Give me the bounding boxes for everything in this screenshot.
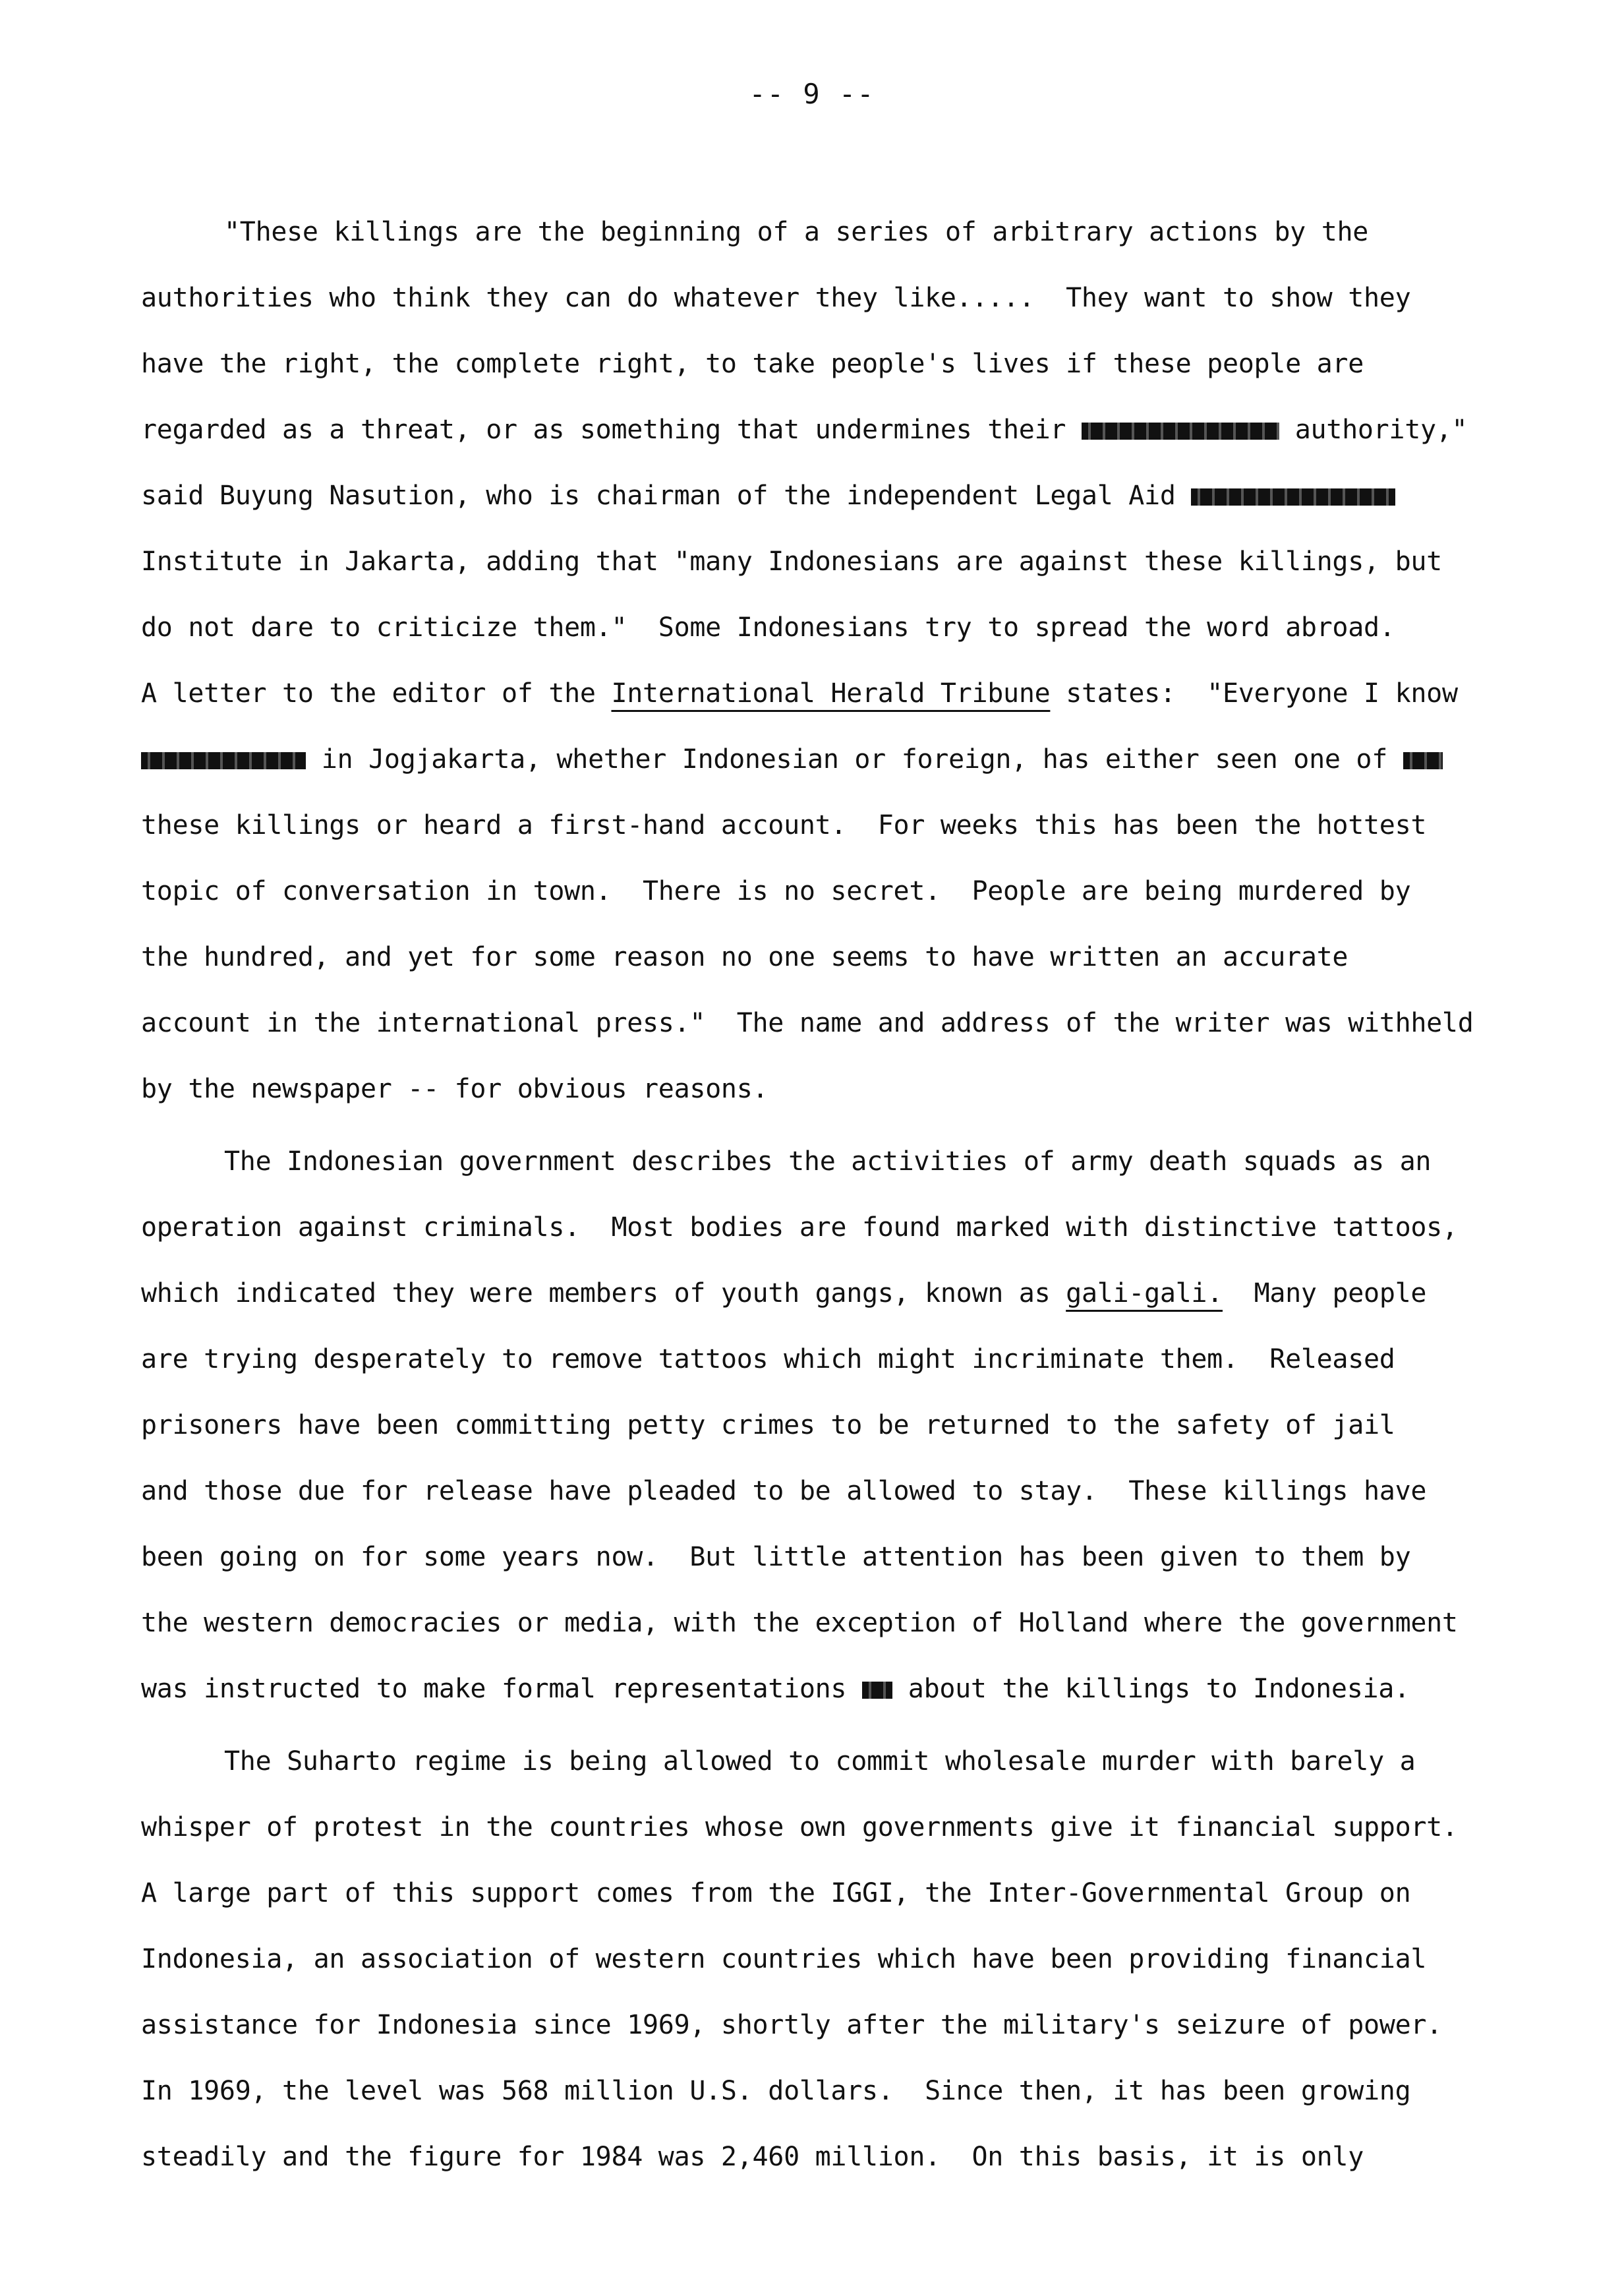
term-gali-gali: gali-gali. <box>1066 1278 1223 1309</box>
text-line: Indonesia, an association of western countries which have been providing financial <box>141 1944 1427 1974</box>
text-line: by the newspaper -- for obvious reasons. <box>141 1074 768 1104</box>
text-line: "These killings are the beginning of a series of arbitrary actions by the <box>224 217 1369 247</box>
text-line: The Indonesian government describes the activities of army death squads as an <box>224 1146 1432 1177</box>
text-line: which indicated they were members of youth gangs, known as gali-gali. Many people <box>141 1278 1427 1309</box>
text-line: said Buyung Nasution, who is chairman of the independent Legal Aid <box>141 476 1395 515</box>
text-line: A large part of this support comes from the IGGI, the Inter-Governmental Group on <box>141 1878 1411 1908</box>
text-line: was instructed to make formal representations about the killings to Indonesia. <box>141 1674 1410 1704</box>
text-line: have the right, the complete right, to take people's lives if these people are <box>141 349 1364 379</box>
text-line: been going on for some years now. But little attention has been given to them by <box>141 1542 1411 1572</box>
page-number: -- 9 -- <box>749 78 875 110</box>
text-line: the western democracies or media, with the exception of Holland where the government <box>141 1608 1458 1638</box>
text-line: operation against criminals. Most bodies are found marked with distinctive tattoos, <box>141 1212 1458 1243</box>
newspaper-title: International Herald Tribune <box>611 678 1051 709</box>
text-line: and those due for release have pleaded to be allowed to stay. These killings have <box>141 1476 1427 1506</box>
text-line: Institute in Jakarta, adding that "many Indonesians are against these killings, but <box>141 546 1442 577</box>
struck-out-text <box>1082 423 1279 440</box>
text-line: do not dare to criticize them." Some Indonesians try to spread the word abroad. <box>141 612 1395 643</box>
text-line: account in the international press." The name and address of the writer was withheld <box>141 1008 1474 1038</box>
text-line: authorities who think they can do whatever they like..... They want to show they <box>141 283 1411 313</box>
text-line: these killings or heard a first-hand account. For weeks this has been the hottest <box>141 810 1427 840</box>
text-line: regarded as a threat, or as something that undermines their authority," <box>141 415 1468 445</box>
text-line: assistance for Indonesia since 1969, shortly after the military's seizure of power. <box>141 2010 1442 2040</box>
text-line: in Jogjakarta, whether Indonesian or foreign, has either seen one of <box>141 740 1443 779</box>
text-line: The Suharto regime is being allowed to commit wholesale murder with barely a <box>224 1746 1416 1777</box>
text-line: A letter to the editor of the International Herald Tribune states: "Everyone I know <box>141 678 1458 709</box>
text-line: prisoners have been committing petty crimes to be returned to the safety of jail <box>141 1410 1395 1440</box>
text-line: In 1969, the level was 568 million U.S. dollars. Since then, it has been growing <box>141 2076 1411 2106</box>
text-line: topic of conversation in town. There is no secret. People are being murdered by <box>141 876 1411 906</box>
text-line: the hundred, and yet for some reason no one seems to have written an accurate <box>141 942 1348 972</box>
struck-out-text <box>862 1682 892 1699</box>
struck-out-text <box>1403 752 1443 769</box>
struck-out-text <box>1191 488 1395 506</box>
text-line: are trying desperately to remove tattoos which might incriminate them. Released <box>141 1344 1395 1374</box>
text-line: whisper of protest in the countries whose own governments give it financial support. <box>141 1812 1458 1842</box>
struck-out-text <box>141 752 306 769</box>
text-line: steadily and the figure for 1984 was 2,460 million. On this basis, it is only <box>141 2142 1364 2172</box>
